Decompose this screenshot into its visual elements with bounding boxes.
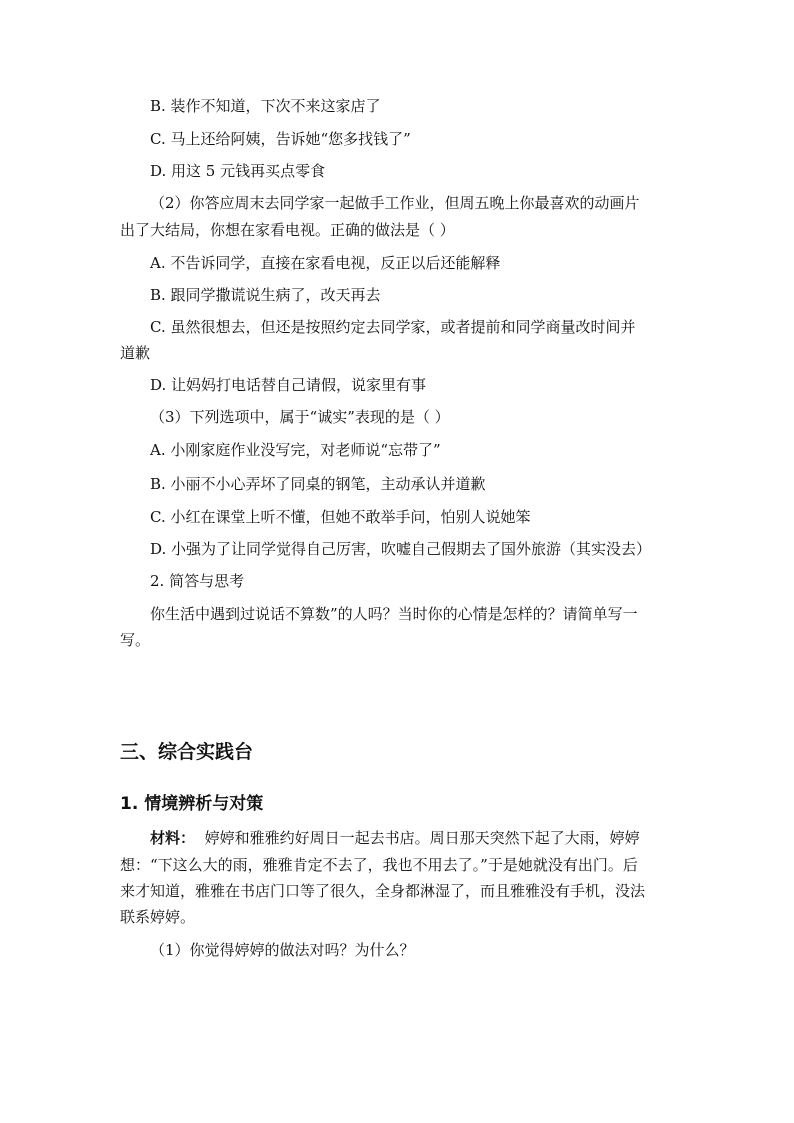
section-three-title: 三、综合实践台 bbox=[120, 741, 254, 763]
material-line3: 来才知道，雅雅在书店门口等了很久，全身都淋湿了，而且雅雅没有手机，没法 bbox=[120, 882, 646, 900]
short-answer-line2: 写。 bbox=[120, 631, 151, 649]
q3-option-b: B. 小丽不小心弄坏了同桌的钢笔，主动承认并道歉 bbox=[150, 475, 486, 493]
q2-stem-line1: （2）你答应周末去同学家一起做手工作业，但周五晚上你最喜欢的动画片 bbox=[150, 194, 640, 212]
q2-option-d: D. 让妈妈打电话替自己请假，说家里有事 bbox=[150, 376, 427, 394]
short-answer-title: 2. 简答与思考 bbox=[150, 572, 245, 590]
material-label: 材料： bbox=[150, 829, 196, 847]
situation-question-1: （1）你觉得婷婷的做法对吗？为什么？ bbox=[150, 941, 415, 959]
material-line4: 联系婷婷。 bbox=[120, 908, 196, 926]
q2-option-b: B. 跟同学撒谎说生病了，改天再去 bbox=[150, 286, 381, 304]
q3-option-c: C. 小红在课堂上听不懂，但她不敢举手问，怕别人说她笨 bbox=[150, 508, 531, 526]
q3-stem: （3）下列选项中，属于“诚实”表现的是（ ） bbox=[150, 408, 450, 426]
q1-option-c: C. 马上还给阿姨，告诉她“您多找钱了” bbox=[150, 130, 411, 148]
q2-stem-line2: 出了大结局，你想在家看电视。正确的做法是（ ） bbox=[120, 221, 455, 239]
material-line2: 想：“下这么大的雨，雅雅肯定不去了，我也不用去了。”于是她就没有出门。后 bbox=[120, 856, 638, 874]
q2-option-a: A. 不告诉同学，直接在家看电视，反正以后还能解释 bbox=[150, 254, 501, 272]
section-three-subtitle: 1. 情境辨析与对策 bbox=[120, 794, 264, 814]
q3-option-a: A. 小刚家庭作业没写完，对老师说“忘带了” bbox=[150, 441, 441, 459]
material-line1 bbox=[150, 828, 640, 848]
q3-option-d: D. 小强为了让同学觉得自己厉害，吹嘘自己假期去了国外旅游（其实没去） bbox=[150, 540, 652, 558]
short-answer-line1: 你生活中遇到过说话不算数”的人吗？当时你的心情是怎样的？请简单写一 bbox=[150, 605, 638, 623]
q1-option-b: B. 装作不知道，下次不来这家店了 bbox=[150, 97, 381, 115]
q2-option-c-line2: 道歉 bbox=[120, 344, 151, 362]
q1-option-d: D. 用这 5 元钱再买点零食 bbox=[150, 162, 326, 180]
q2-option-c-line1: C. 虽然很想去，但还是按照约定去同学家，或者提前和同学商量改时间并 bbox=[150, 318, 636, 336]
material-text-1: 婷婷和雅雅约好周日一起去书店。周日那天突然下起了大雨，婷婷 bbox=[204, 829, 640, 847]
